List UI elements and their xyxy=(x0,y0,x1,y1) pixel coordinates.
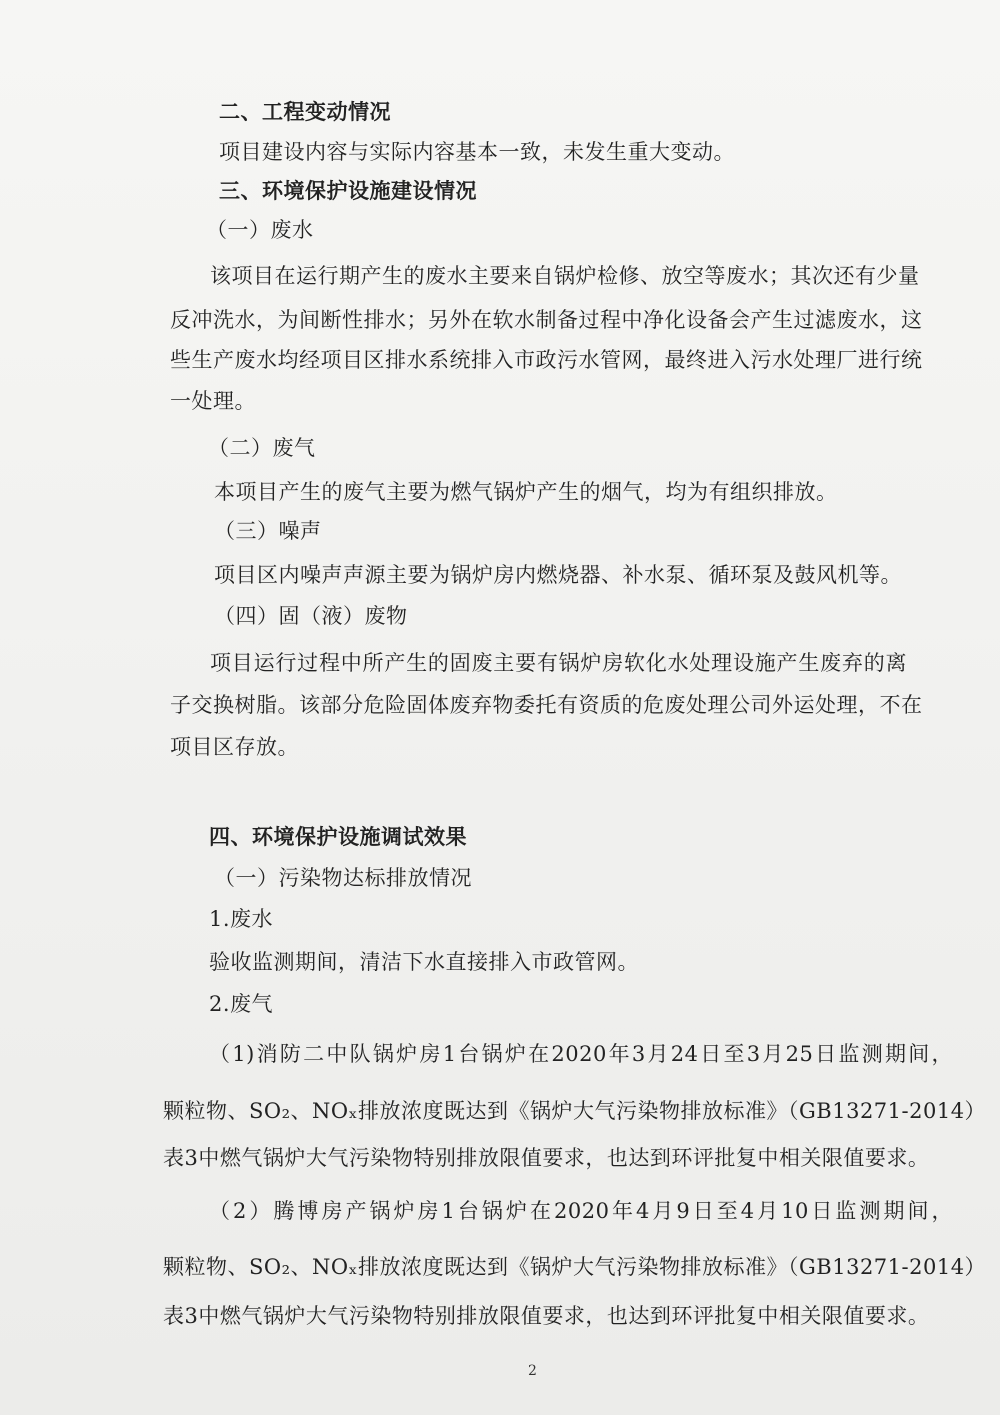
section-heading-project-changes: 二、工程变动情况 xyxy=(219,99,391,124)
paragraph-line: 一处理。 xyxy=(170,389,256,413)
paragraph-line: 项目区存放。 xyxy=(170,735,299,759)
item-heading-wastewater: 1.废水 xyxy=(209,907,274,931)
paragraph-line: 项目运行过程中所产生的固废主要有锅炉房软化水处理设施产生废弃的离 xyxy=(210,651,907,675)
paragraph-line: 验收监测期间，清洁下水直接排入市政管网。 xyxy=(209,950,639,974)
paragraph-line: 项目建设内容与实际内容基本一致，未发生重大变动。 xyxy=(219,140,735,164)
paragraph-line: 表3中燃气锅炉大气污染物特别排放限值要求，也达到环评批复中相关限值要求。 xyxy=(163,1146,930,1170)
subsection-heading-noise: （三）噪声 xyxy=(214,519,322,543)
paragraph-line: 些生产废水均经项目区排水系统排入市政污水管网，最终进入污水处理厂进行统 xyxy=(170,348,923,372)
paragraph-line: 本项目产生的废气主要为燃气锅炉产生的烟气，均为有组织排放。 xyxy=(214,480,838,504)
subsection-heading-wastewater: （一）废水 xyxy=(206,218,314,242)
subsection-heading-solid-waste: （四）固（液）废物 xyxy=(214,604,408,628)
subsection-heading-waste-gas: （二）废气 xyxy=(208,436,316,460)
item-heading-waste-gas: 2.废气 xyxy=(209,992,274,1016)
paragraph-line: （2）腾博房产锅炉房1台锅炉在2020年4月9日至4月10日监测期间， xyxy=(209,1199,953,1223)
paragraph-line: 该项目在运行期产生的废水主要来自锅炉检修、放空等废水；其次还有少量 xyxy=(210,264,920,288)
paragraph-line: 颗粒物、SO₂、NOₓ排放浓度既达到《锅炉大气污染物排放标准》（GB13271-2014） xyxy=(163,1099,987,1123)
paragraph-line: 项目区内噪声声源主要为锅炉房内燃烧器、补水泵、循环泵及鼓风机等。 xyxy=(214,563,902,587)
section-heading-environmental-facilities: 三、环境保护设施建设情况 xyxy=(219,178,477,203)
paragraph-line: 反冲洗水，为间断性排水；另外在软水制备过程中净化设备会产生过滤废水，这 xyxy=(170,308,923,332)
subsection-heading-emissions-status: （一）污染物达标排放情况 xyxy=(214,866,472,890)
paragraph-line: 颗粒物、SO₂、NOₓ排放浓度既达到《锅炉大气污染物排放标准》（GB13271-2014） xyxy=(163,1255,987,1279)
paragraph-line: 子交换树脂。该部分危险固体废弃物委托有资质的危废处理公司外运处理，不在 xyxy=(170,693,923,717)
paragraph-line: 表3中燃气锅炉大气污染物特别排放限值要求，也达到环评批复中相关限值要求。 xyxy=(163,1304,930,1328)
page-number: 2 xyxy=(528,1363,537,1379)
paragraph-line: （1)消防二中队锅炉房1台锅炉在2020年3月24日至3月25日监测期间， xyxy=(209,1042,953,1066)
section-heading-facility-results: 四、环境保护设施调试效果 xyxy=(209,824,467,849)
